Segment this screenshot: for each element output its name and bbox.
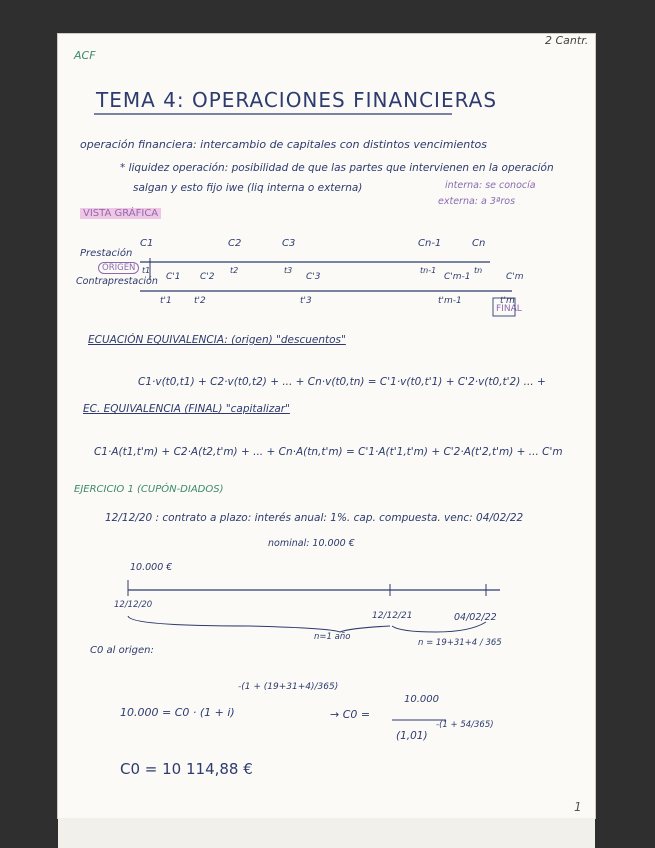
counter-capital-label-5: C'm bbox=[506, 272, 524, 282]
formula-arrow: → C0 = bbox=[330, 708, 371, 721]
exercise-heading: EJERCICIO 1 (CUPÓN-DIADOS) bbox=[74, 484, 224, 495]
fraction-exponent: -(1 + 54/365) bbox=[436, 720, 494, 730]
origin-value-label: C0 al origen: bbox=[90, 645, 154, 656]
counter-capital-label-4: C'm-1 bbox=[444, 272, 471, 282]
result-value: C0 = 10 114,88 € bbox=[120, 760, 253, 778]
note-interna: interna: se conocía bbox=[445, 180, 536, 191]
eq-origin-formula: C1·v(t0,t1) + C2·v(t0,t2) + ... + Cn·v(t0,tn) = C'1·v(t0,t'1) + C'2·v(t0,t'2) ... + bbox=[138, 376, 546, 388]
formula-left: 10.000 = C0 · (1 + i) bbox=[120, 706, 235, 719]
counter-time-label-5: t'm bbox=[500, 296, 515, 306]
section-label-vista-grafica: VISTA GRÁFICA bbox=[80, 208, 161, 219]
fraction-numerator: 10.000 bbox=[404, 694, 439, 705]
capital-label-1: C1 bbox=[140, 238, 154, 249]
capital-label-3: C3 bbox=[282, 238, 296, 249]
time-label-5: tn bbox=[474, 266, 483, 275]
exercise-line-1: 12/12/20 : contrato a plazo: interés anual: 1%. cap. compuesta. venc: 04/02/22 bbox=[105, 512, 524, 524]
page-number: 1 bbox=[574, 800, 582, 814]
counter-time-label-2: t'2 bbox=[194, 296, 206, 306]
date-end: 04/02/22 bbox=[454, 612, 497, 623]
final-box bbox=[493, 298, 515, 316]
prestacion-label: Prestación bbox=[80, 248, 133, 259]
capital-label-2: C2 bbox=[228, 238, 242, 249]
counter-capital-label-3: C'3 bbox=[306, 272, 321, 282]
page-title: TEMA 4: OPERACIONES FINANCIERAS bbox=[96, 88, 498, 112]
brace-one-year bbox=[128, 616, 390, 632]
date-start: 12/12/20 bbox=[114, 600, 153, 610]
capital-label-5: Cn bbox=[472, 238, 486, 249]
liquidity-line-1: * liquidez operación: posibilidad de que las partes que intervienen en la operación bbox=[120, 162, 554, 174]
time-label-2: t2 bbox=[230, 266, 239, 275]
counter-capital-label-1: C'1 bbox=[166, 272, 181, 282]
liquidity-line-2: salgan y esto fijo iwe (liq interna o externa) bbox=[133, 182, 363, 194]
contraprestacion-label: Contraprestación bbox=[76, 276, 158, 287]
eq-origin-heading: ECUACIÓN EQUIVALENCIA: (origen) "descuentos" bbox=[88, 334, 346, 346]
exercise-line-2: nominal: 10.000 € bbox=[268, 538, 355, 549]
corner-initials: ACF bbox=[74, 49, 96, 62]
corner-note: 2 Cantr. bbox=[545, 34, 589, 47]
final-badge: FINAL bbox=[496, 304, 522, 314]
n-fraction-label: n = 19+31+4 / 365 bbox=[418, 638, 502, 648]
n-one-year: n=1 año bbox=[314, 632, 351, 642]
capital-label-4: Cn-1 bbox=[418, 238, 442, 249]
exercise-amount: 10.000 € bbox=[130, 562, 173, 573]
counter-time-label-4: t'm-1 bbox=[438, 296, 462, 306]
time-label-1: t1 bbox=[142, 266, 151, 275]
date-mid: 12/12/21 bbox=[372, 611, 413, 621]
time-label-3: t3 bbox=[284, 266, 293, 275]
counter-time-label-3: t'3 bbox=[300, 296, 312, 306]
definition-line: operación financiera: intercambio de capitales con distintos vencimientos bbox=[80, 138, 488, 151]
formula-exponent: -(1 + (19+31+4)/365) bbox=[238, 682, 339, 692]
eq-final-heading: EC. EQUIVALENCIA (FINAL) "capitalizar" bbox=[83, 403, 290, 415]
fraction-denominator: (1,01) bbox=[396, 730, 428, 742]
counter-capital-label-2: C'2 bbox=[200, 272, 215, 282]
counter-time-label-1: t'1 bbox=[160, 296, 172, 306]
note-externa: externa: a 3ªros bbox=[438, 196, 516, 207]
origin-badge: ORIGEN bbox=[98, 262, 139, 274]
eq-final-formula: C1·A(t1,t'm) + C2·A(t2,t'm) + ... + Cn·A(tn,t'm) = C'1·A(t'1,t'm) + C'2·A(t'2,t'm) + ... C'm bbox=[94, 446, 563, 458]
time-label-4: tn-1 bbox=[420, 266, 437, 275]
brace-fraction bbox=[392, 622, 486, 632]
